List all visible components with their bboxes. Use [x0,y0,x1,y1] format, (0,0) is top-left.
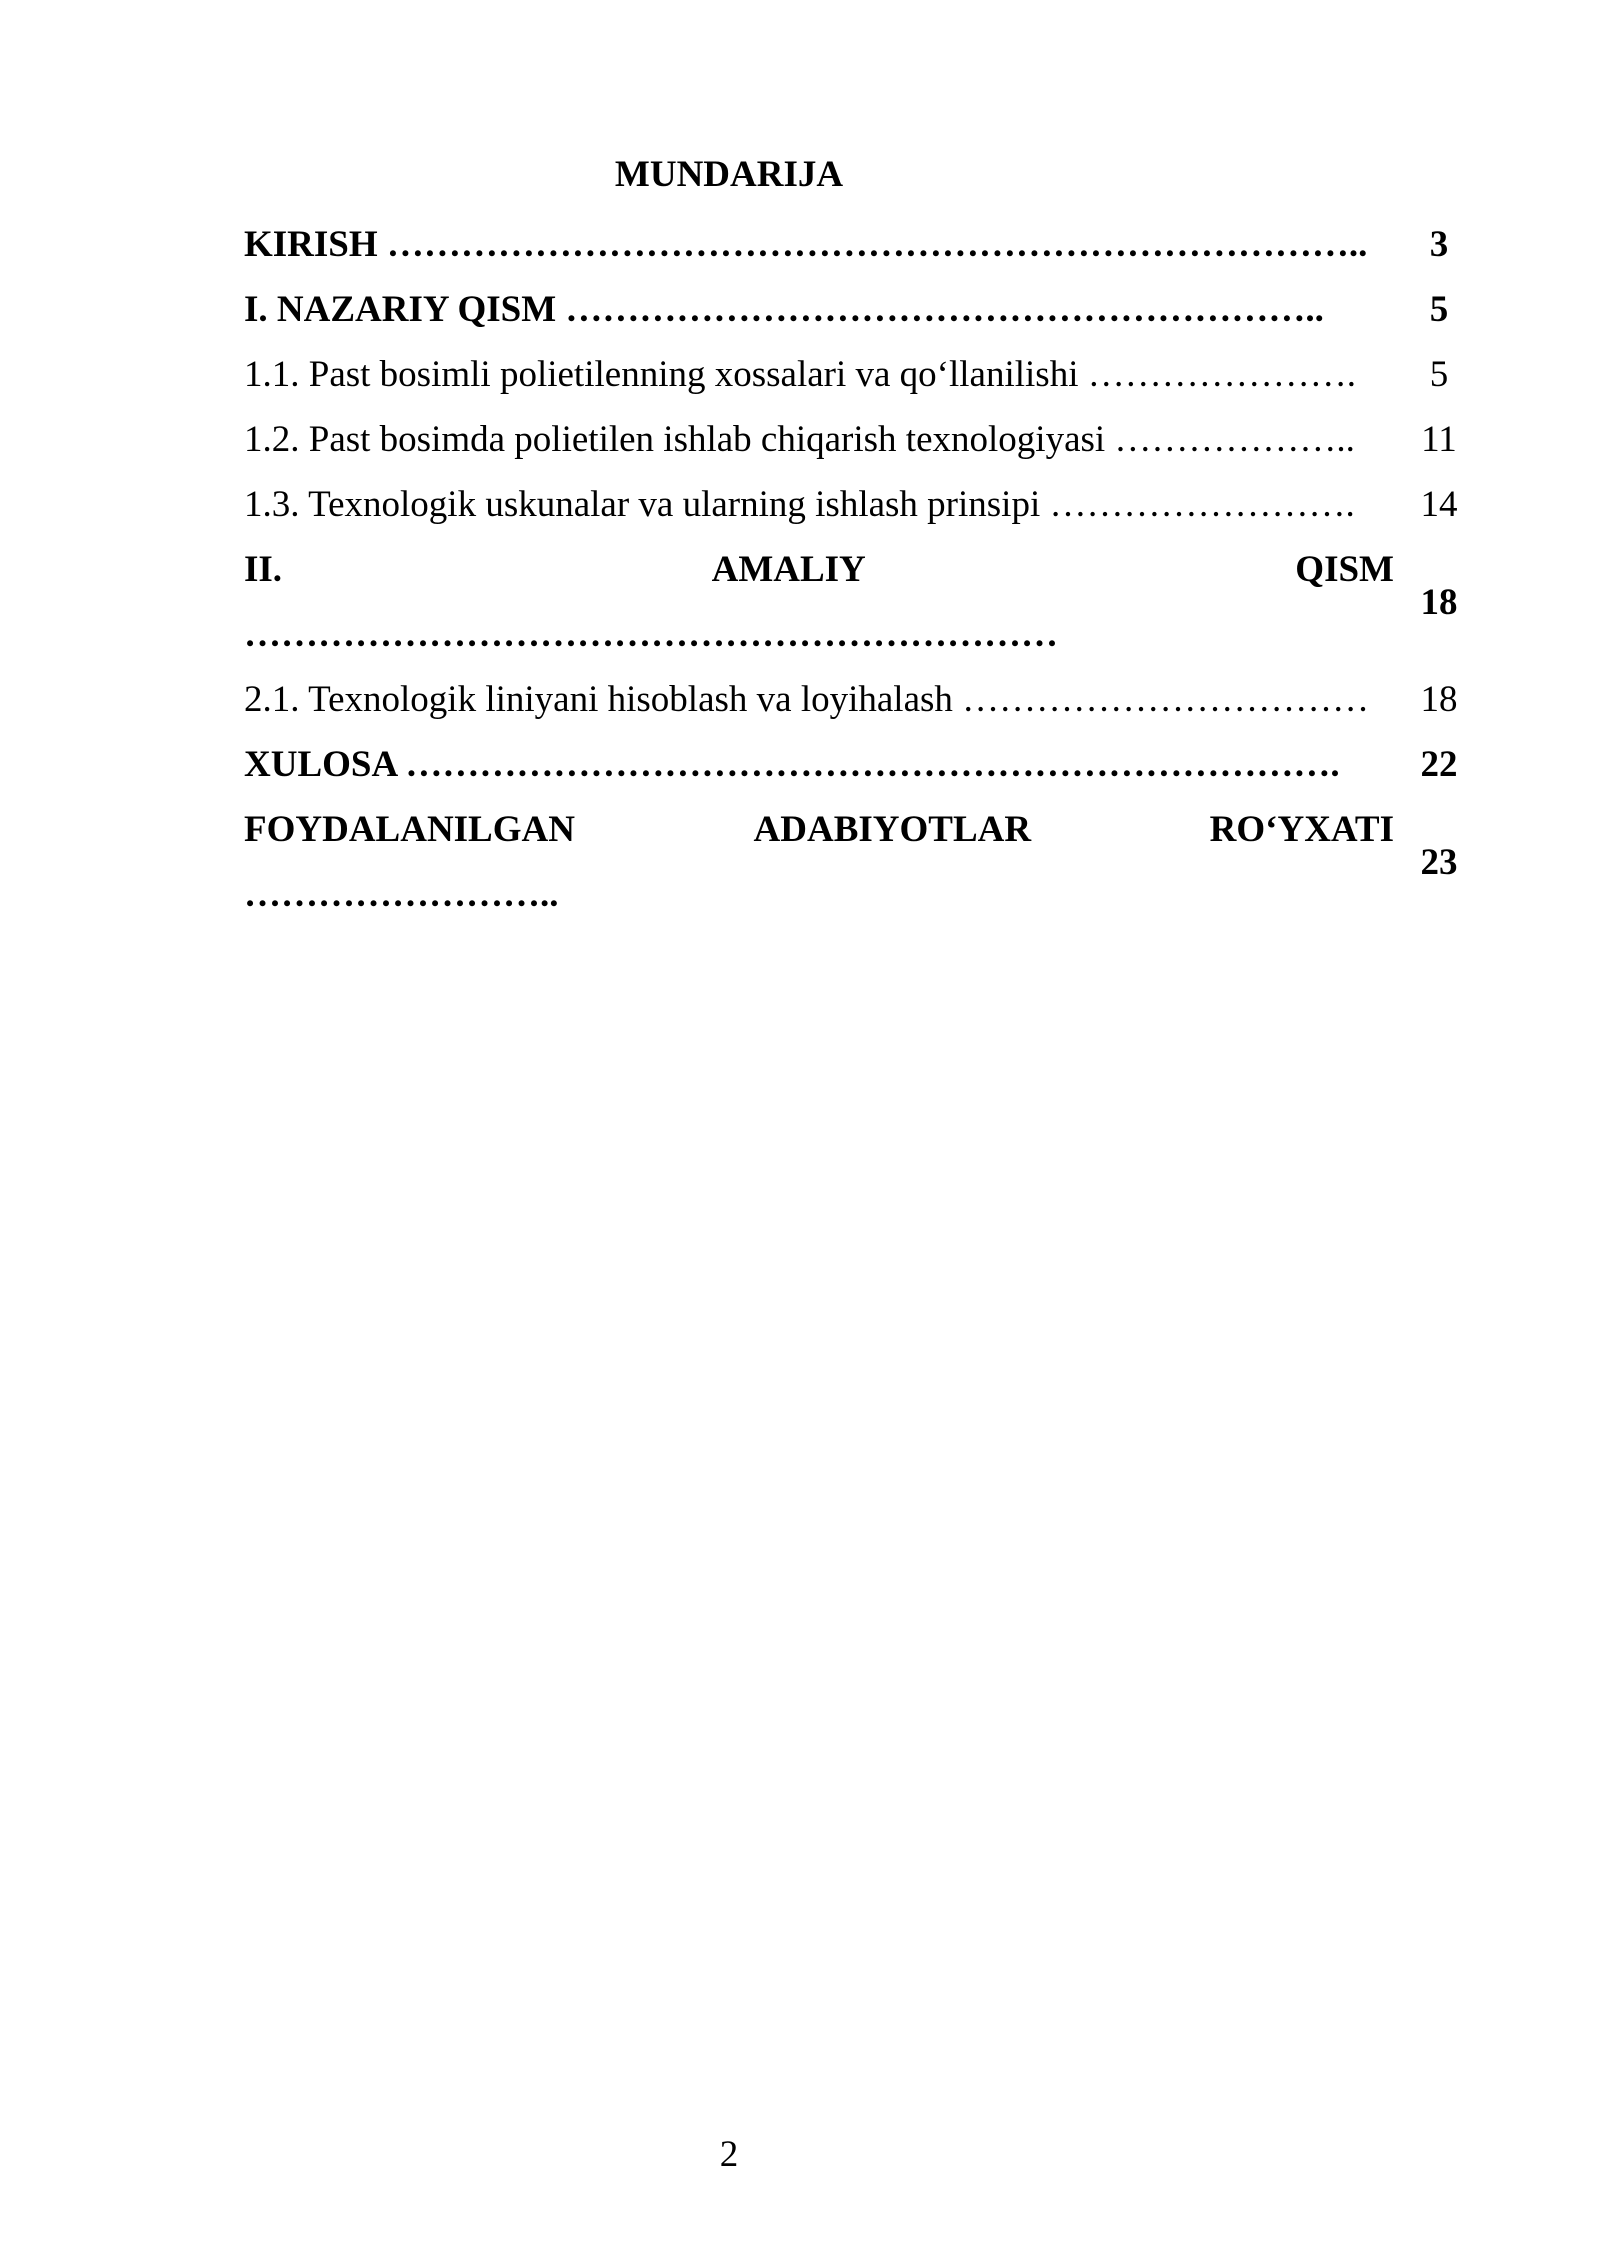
toc-entry-text: 2.1. Texnologik liniyani hisoblash va loyihalash …………………………… [244,679,1370,720]
toc-entry-leader: ………………………………………………………… [244,614,1058,655]
toc-entry-text: 1.2. Past bosimda polietilen ishlab chiqarish texnologiyasi ……………….. [244,419,1355,460]
toc-entry-text: XULOSA …………………………………………………………………. [244,744,1340,785]
page-title: MUNDARIJA [614,154,844,195]
toc-entry-word: II. [244,549,283,590]
toc-entry [244,342,1484,407]
toc-entry [244,667,1484,732]
toc-entry [244,472,1484,537]
toc-entry-page: 22 [1420,744,1458,785]
toc-entry-text: 1.1. Past bosimli polietilenning xossalari va qo‘llanilishi …………………. [244,354,1356,395]
toc-entry [244,537,1484,667]
toc-entry-page: 5 [1429,289,1449,330]
toc-entry-heading-line [244,797,1394,862]
toc-entry-heading-line [244,537,1394,602]
page-number: 2 [719,2134,739,2175]
toc-entry-page: 3 [1429,224,1449,265]
toc-entry [244,797,1484,927]
toc-entry-page: 14 [1420,484,1458,525]
toc-entry-page: 11 [1421,419,1457,460]
table-of-contents [244,212,1484,927]
toc-entry-text [244,797,1394,927]
toc-entry-page: 18 [1420,679,1458,720]
toc-entry-word: RO‘YXATI [1209,809,1394,850]
toc-entry-text: I. NAZARIY QISM …………………………………………………….. [244,289,1324,330]
toc-entry-page: 5 [1429,354,1449,395]
toc-entry-page: 18 [1420,581,1458,623]
toc-entry-text: 1.3. Texnologik uskunalar va ularning ishlash prinsipi ……………………. [244,484,1355,525]
toc-entry-text: KIRISH …………………………………………………………………….. [244,224,1368,265]
toc-entry [244,212,1484,277]
toc-entry-word: QISM [1295,549,1394,590]
toc-entry-word: AMALIY [711,549,866,590]
toc-entry [244,407,1484,472]
toc-entry-page: 23 [1420,841,1458,883]
toc-entry [244,277,1484,342]
toc-entry-word: ADABIYOTLAR [753,809,1032,850]
toc-entry-word: FOYDALANILGAN [244,809,575,850]
toc-entry [244,732,1484,797]
toc-entry-leader: …………………….. [244,874,559,915]
toc-entry-text [244,537,1394,667]
